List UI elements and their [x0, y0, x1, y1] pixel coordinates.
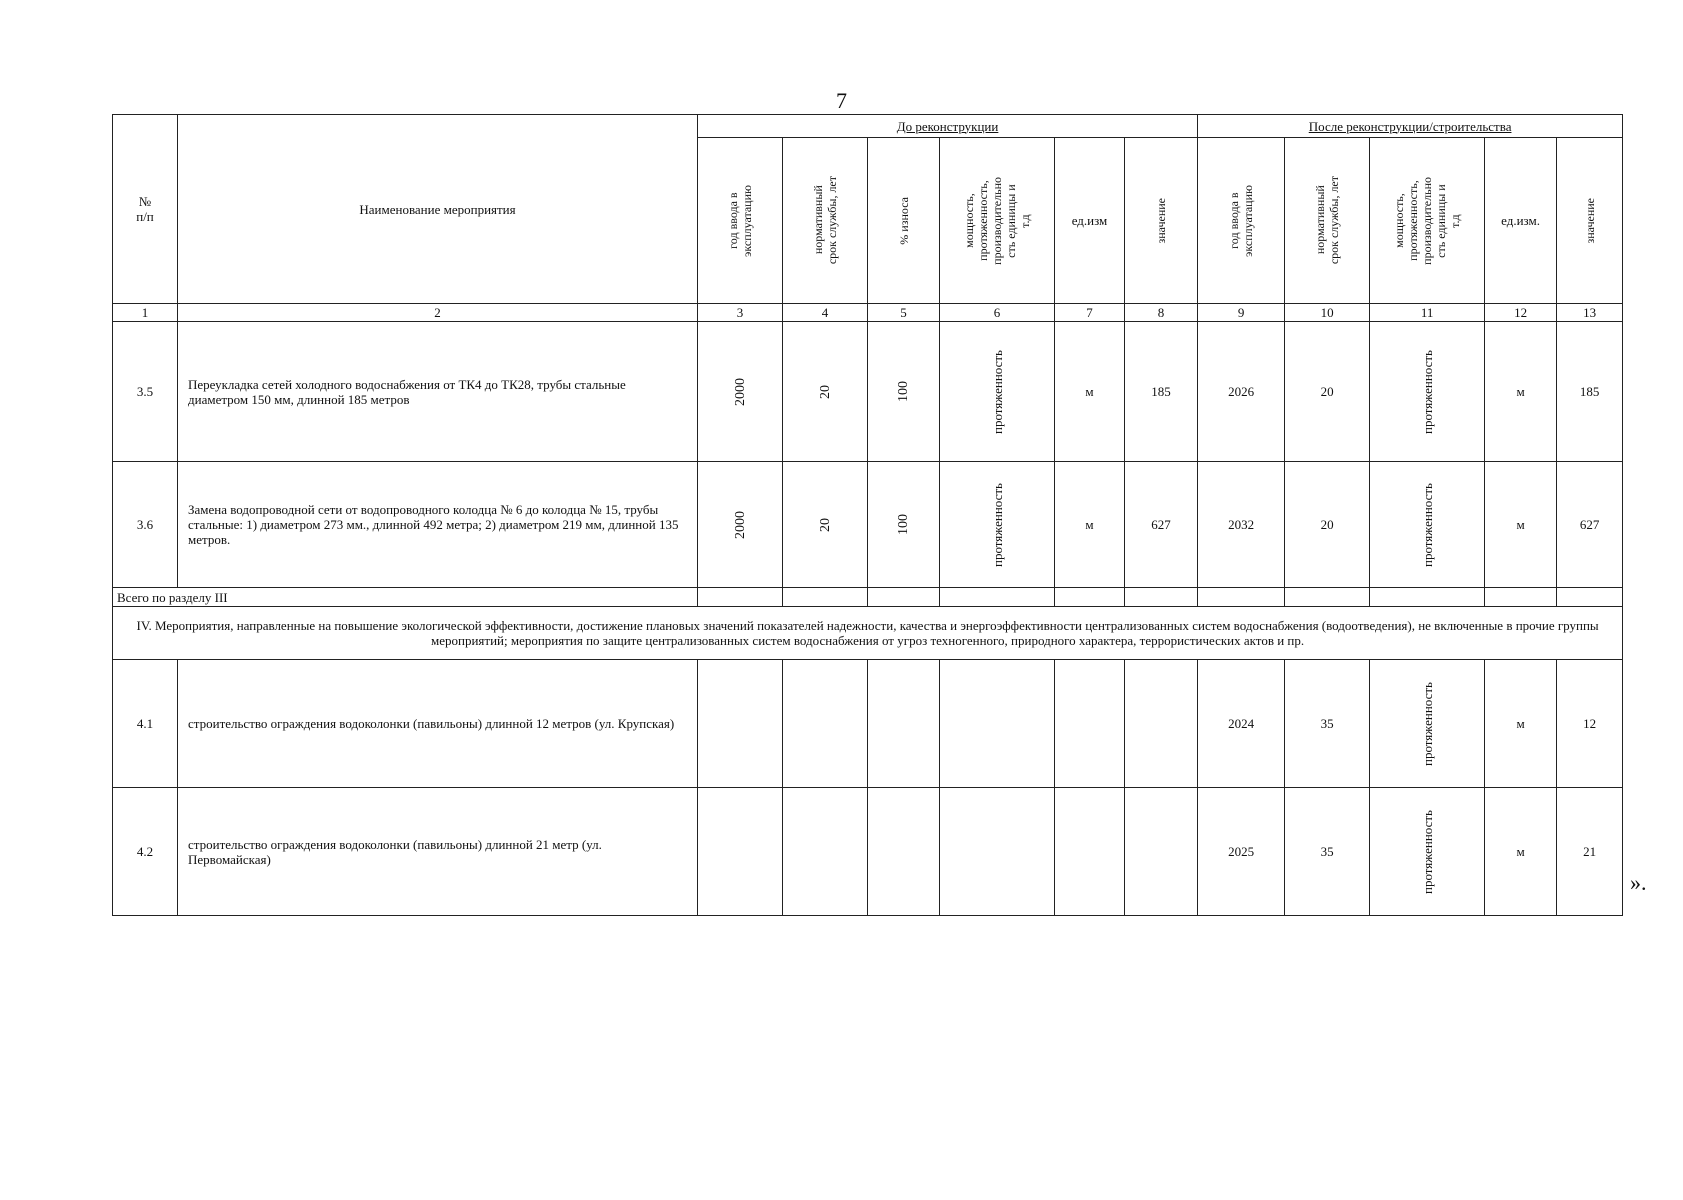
empty-cell: [868, 588, 940, 607]
measures-table: [112, 114, 1623, 916]
page-number: 7: [836, 88, 847, 113]
col-index: 4: [783, 304, 868, 322]
group-after-header: После реконструкции/строительства: [1198, 115, 1623, 138]
col-index: 7: [1055, 304, 1125, 322]
after-unit: м: [1485, 462, 1557, 588]
before-capacity: протяженность: [940, 462, 1055, 588]
empty-cell: [868, 660, 940, 788]
closing-quote-mark: ».: [1630, 870, 1647, 895]
col-index: 3: [698, 304, 783, 322]
section4-title: IV. Мероприятия, направленные на повышение экологической эффективности, достижение плановых значений показателей надежности, качества и энергоэффективности централизованных систем водоснабжения (водоотведения), не включенные в прочие группы мероприятий; мероприятия по защите централизованных систем водоснабжения от угроз техногенного, природного характера, террористических актов и пр.: [113, 607, 1623, 660]
before-value: 185: [1125, 322, 1198, 462]
col-index: 2: [178, 304, 698, 322]
before-capacity: протяженность: [940, 322, 1055, 462]
empty-cell: [1125, 660, 1198, 788]
after-value: 185: [1557, 322, 1623, 462]
before-value: 627: [1125, 462, 1198, 588]
before-year-header: год ввода в эксплуатацию: [698, 138, 783, 304]
after-value: 21: [1557, 788, 1623, 916]
section-title-row: [113, 607, 1623, 660]
empty-cell: [1055, 660, 1125, 788]
after-year-header: год ввода в эксплуатацию: [1198, 138, 1285, 304]
col-index: 9: [1198, 304, 1285, 322]
column-index-row: [113, 304, 1623, 322]
col-name-header: Наименование мероприятия: [178, 115, 698, 304]
col-index: 6: [940, 304, 1055, 322]
empty-cell: [698, 788, 783, 916]
before-wear-header: % износа: [868, 138, 940, 304]
empty-cell: [783, 788, 868, 916]
row-number: 3.5: [113, 322, 178, 462]
after-year: 2024: [1198, 660, 1285, 788]
after-unit: м: [1485, 322, 1557, 462]
empty-cell: [940, 588, 1055, 607]
empty-cell: [1485, 588, 1557, 607]
after-capacity: протяженность: [1370, 788, 1485, 916]
after-capacity: протяженность: [1370, 660, 1485, 788]
after-life-header: нормативный срок службы, лет: [1285, 138, 1370, 304]
before-year: 2000: [698, 322, 783, 462]
after-capacity-header: мощность, протяженность, производительно сть единицы и т.д: [1370, 138, 1485, 304]
before-value-header: значение: [1125, 138, 1198, 304]
empty-cell: [1125, 588, 1198, 607]
table-row: [113, 322, 1623, 462]
empty-cell: [1125, 788, 1198, 916]
before-unit-header: ед.изм: [1055, 138, 1125, 304]
before-life: 20: [783, 322, 868, 462]
after-capacity: протяженность: [1370, 462, 1485, 588]
after-life: 35: [1285, 788, 1370, 916]
empty-cell: [1370, 588, 1485, 607]
empty-cell: [783, 660, 868, 788]
before-life: 20: [783, 462, 868, 588]
measure-name: Переукладка сетей холодного водоснабжения от ТК4 до ТК28, трубы стальные диаметром 150 мм, длинной 185 метров: [178, 322, 698, 462]
measure-name: Замена водопроводной сети от водопроводного колодца № 6 до колодца № 15, трубы стальные: 1) диаметром 273 мм., длинной 492 метра; 2) диаметром 219 мм, длинной 135 метров.: [178, 462, 698, 588]
col-index: 11: [1370, 304, 1485, 322]
col-index: 1: [113, 304, 178, 322]
empty-cell: [868, 788, 940, 916]
after-value: 12: [1557, 660, 1623, 788]
after-year: 2025: [1198, 788, 1285, 916]
before-unit: м: [1055, 462, 1125, 588]
before-wear: 100: [868, 322, 940, 462]
empty-cell: [1055, 788, 1125, 916]
empty-cell: [1557, 588, 1623, 607]
table-row: [113, 462, 1623, 588]
row-number: 4.2: [113, 788, 178, 916]
after-unit-header: ед.изм.: [1485, 138, 1557, 304]
empty-cell: [698, 588, 783, 607]
col-num-header: № п/п: [113, 115, 178, 304]
group-before-header: До реконструкции: [698, 115, 1198, 138]
after-value: 627: [1557, 462, 1623, 588]
before-life-header: нормативный срок службы, лет: [783, 138, 868, 304]
measure-name: строительство ограждения водоколонки (павильоны) длинной 12 метров (ул. Крупская): [178, 660, 698, 788]
col-index: 10: [1285, 304, 1370, 322]
after-value-header: значение: [1557, 138, 1623, 304]
empty-cell: [783, 588, 868, 607]
table-row: [113, 660, 1623, 788]
table-row: [113, 788, 1623, 916]
section-total-row: [113, 588, 1623, 607]
after-life: 20: [1285, 462, 1370, 588]
header-group-row: [113, 115, 1623, 138]
after-life: 20: [1285, 322, 1370, 462]
before-capacity-header: мощность, протяженность, производительно сть единицы и т.д: [940, 138, 1055, 304]
after-year: 2032: [1198, 462, 1285, 588]
empty-cell: [1198, 588, 1285, 607]
before-wear: 100: [868, 462, 940, 588]
after-life: 35: [1285, 660, 1370, 788]
col-index: 8: [1125, 304, 1198, 322]
empty-cell: [940, 660, 1055, 788]
after-year: 2026: [1198, 322, 1285, 462]
col-index: 12: [1485, 304, 1557, 322]
after-unit: м: [1485, 788, 1557, 916]
empty-cell: [940, 788, 1055, 916]
row-number: 4.1: [113, 660, 178, 788]
row-number: 3.6: [113, 462, 178, 588]
section-total-label: Всего по разделу III: [113, 588, 698, 607]
empty-cell: [1055, 588, 1125, 607]
col-index: 13: [1557, 304, 1623, 322]
col-index: 5: [868, 304, 940, 322]
empty-cell: [1285, 588, 1370, 607]
after-capacity: протяженность: [1370, 322, 1485, 462]
measure-name: строительство ограждения водоколонки (павильоны) длинной 21 метр (ул. Первомайская): [178, 788, 698, 916]
after-unit: м: [1485, 660, 1557, 788]
before-year: 2000: [698, 462, 783, 588]
empty-cell: [698, 660, 783, 788]
before-unit: м: [1055, 322, 1125, 462]
